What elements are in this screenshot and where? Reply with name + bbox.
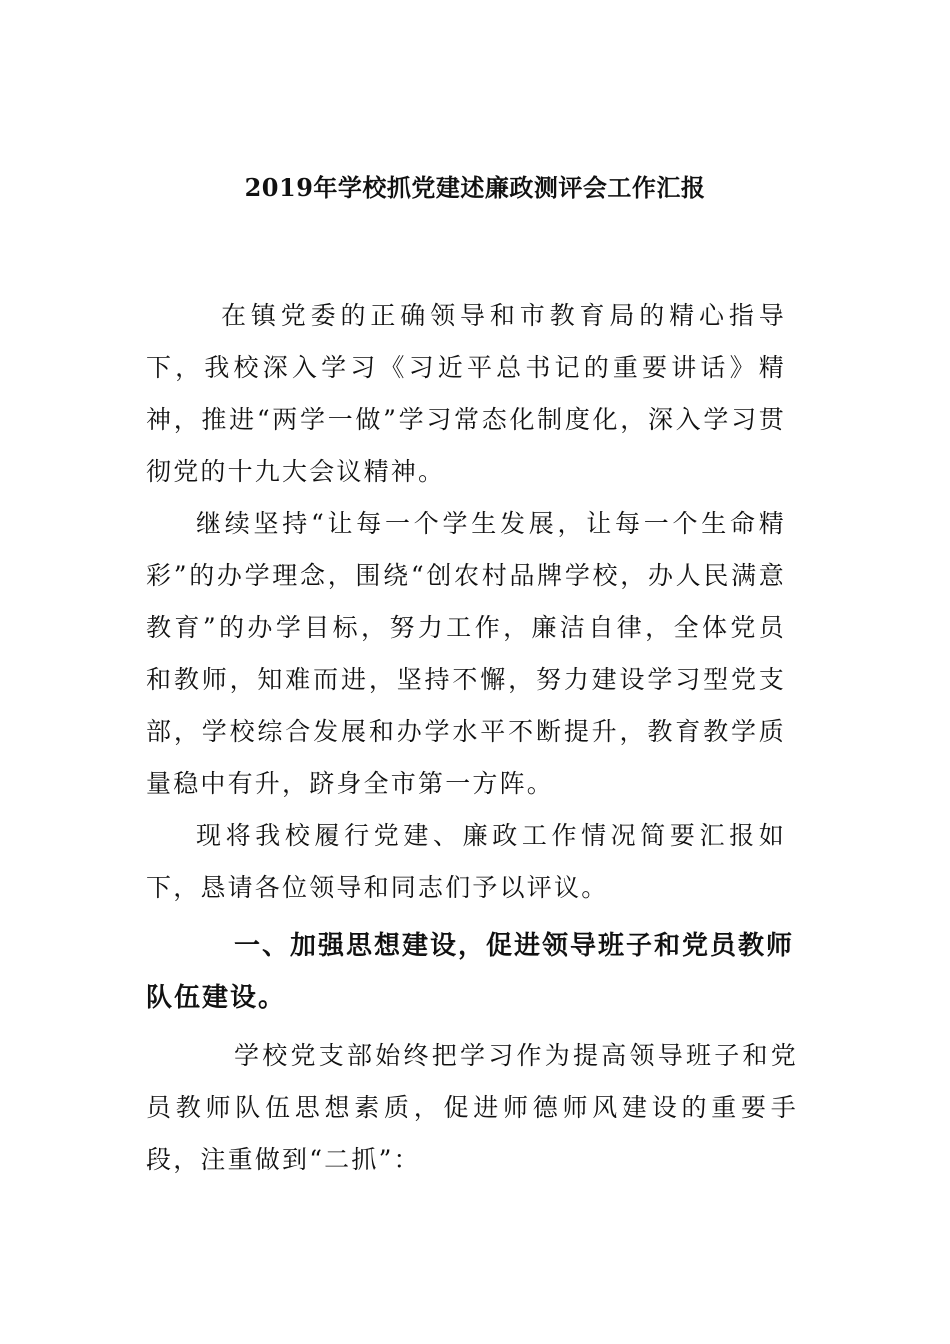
section-heading: 一、加强思想建设，促进领导班子和党员教师队伍建设。	[146, 931, 795, 1013]
document-title: 2019年学校抓党建述廉政测评会工作汇报	[244, 173, 706, 202]
section-paragraph: 学校党支部始终把学习作为提高领导班子和党员教师队伍思想素质，促进师德师风建设的重要手段，注重做到“二抓”：	[146, 1041, 798, 1174]
paragraph-3: 现将我校履行党建、廉政工作情况简要汇报如下，恳请各位领导和同志们予以评议。	[146, 821, 786, 902]
paragraph-1: 在镇党委的正确领导和市教育局的精心指导下，我校深入学习《习近平总书记的重要讲话》精神，推进“两学一做”学习常态化制度化，深入学习贯彻党的十九大会议精神。	[146, 301, 786, 486]
paragraph-2: 继续坚持“让每一个学生发展，让每一个生命精彩”的办学理念，围绕“创农村品牌学校，办人民满意教育”的办学目标，努力工作，廉洁自律，全体党员和教师，知难而进，坚持不懈，努力建设学习型党支部，学校综合发展和办学水平不断提升，教育教学质量稳中有升，跻身全市第一方阵。	[146, 509, 786, 798]
